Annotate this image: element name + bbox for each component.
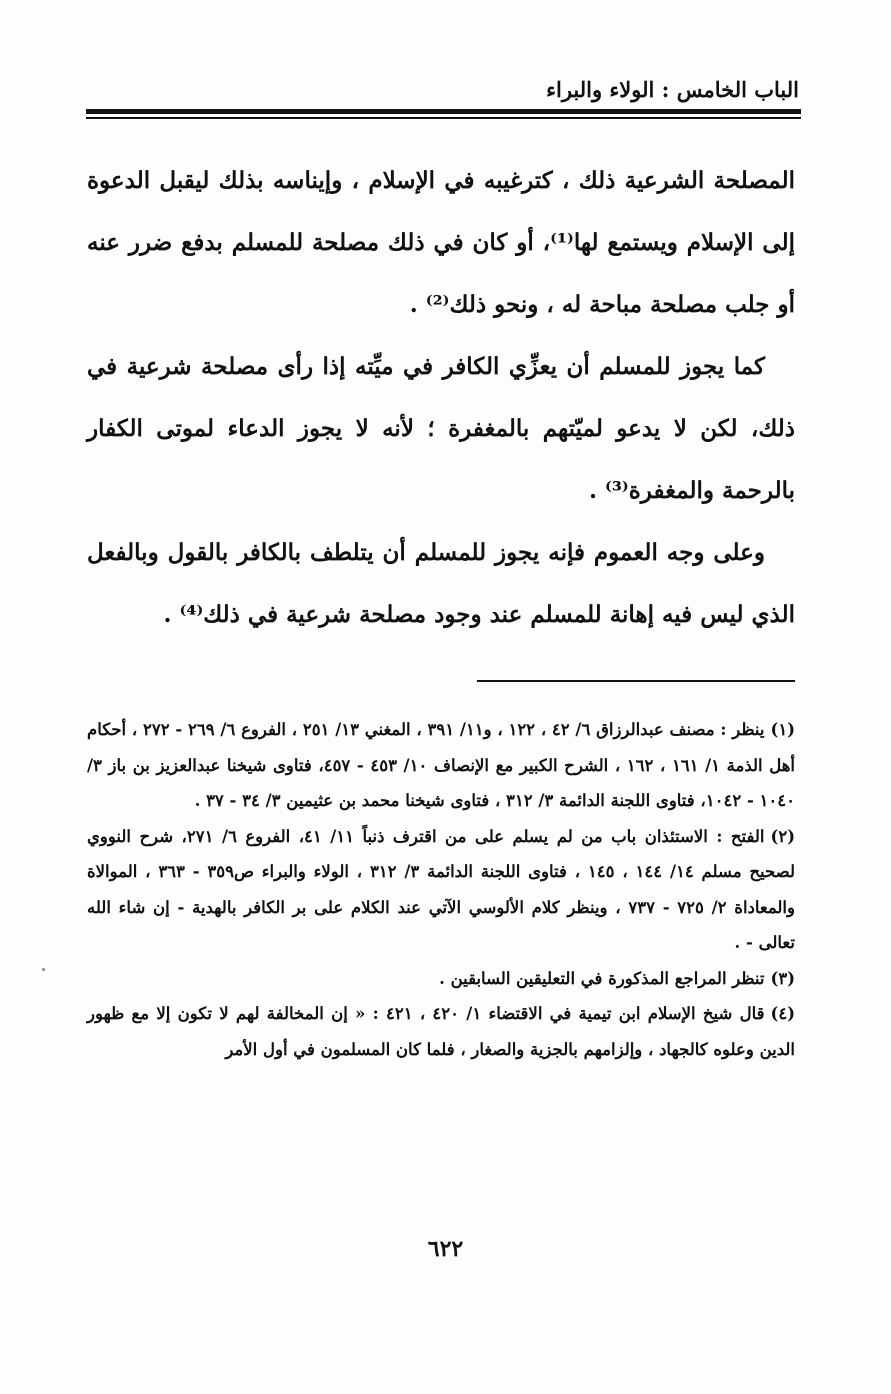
paragraph-2: كما يجوز للمسلم أن يعزِّي الكافر في ميِّته إذا رأى مصلحة شرعية في ذلك، لكن لا يدعو لميّتهم بالمغفرة ؛ لأنه لا يجوز الدعاء لموتى الكفار بالرحمة والمغفرة⁽³⁾ . — [87, 353, 795, 504]
footnote-text: الفتح : الاستئذان باب من لم يسلم على من اقترف ذنباً ١١/ ٤١، الفروع ٦/ ٢٧١، شرح النووي لصحيح مسلم ١٤/ ١٤٤ ، ١٤٥ ، فتاوى اللجنة الدائمة ٣/ ٣١٢ ، الولاء والبراء ص٣٥٩ - ٣٦٣ ، الموالاة والمعاداة ٢/ ٧٢٥ - ٧٣٧ ، وينظر كلام الألوسي الآتي عند الكلام على بر الكافر بالهدية - إن شاء الله تعالى - . — [87, 826, 795, 952]
footnote-number: (١) — [770, 720, 795, 739]
paragraph-3: وعلى وجه العموم فإنه يجوز للمسلم أن يتلطف بالكافر بالقول وبالفعل الذي ليس فيه إهانة للمسلم عند وجود مصلحة شرعية في ذلك⁽⁴⁾ . — [87, 539, 795, 628]
header-rule-thick — [86, 109, 801, 114]
footnote-3 — [87, 961, 795, 997]
footnote-text: تنظر المراجع المذكورة في التعليقين السابقين . — [439, 968, 765, 988]
footnote-text: قال شيخ الإسلام ابن تيمية في الاقتضاء ١/ ٤٢٠ ، ٤٢١ : « إن المخالفة لهم لا تكون إلا مع ظهور الدين وعلوه كالجهاد ، وإلزامهم بالجزية والصغار ، فلما كان المسلمون في أول الأمر — [87, 1004, 795, 1059]
page-number: ٦٢٢ — [427, 1236, 464, 1262]
footnotes — [87, 712, 795, 1067]
footnote-4 — [87, 996, 795, 1067]
chapter-title: الباب الخامس : الولاء والبراء — [546, 76, 799, 102]
footnote-number: (٤) — [770, 1004, 796, 1023]
running-header — [89, 72, 799, 106]
footnote-text: ينظر : مصنف عبدالرزاق ٦/ ٤٢ ، ١٢٢ ، و١١/ ٣٩١ ، المغني ١٣/ ٢٥١ ، الفروع ٦/ ٢٦٩ - ٢٧٢ ، أحكام أهل الذمة ١/ ١٦١ ، ١٦٢ ، الشرح الكبير مع الإنصاف ١٠/ ٤٥٣ - ٤٥٧، فتاوى شيخنا عبدالعزيز بن باز ٣/ ١٠٤٠ - ١٠٤٢، فتاوى اللجنة الدائمة ٣/ ٣١٢ ، فتاوى شيخنا محمد بن عثيمين ٣/ ٣٤ - ٣٧ . — [87, 720, 795, 810]
footnote-number: (٢) — [770, 826, 795, 846]
footnote-2 — [87, 819, 795, 961]
header-rule-thin — [86, 117, 801, 119]
scan-speck — [42, 968, 45, 971]
paragraph-1: المصلحة الشرعية ذلك ، كترغيبه في الإسلام ، وإيناسه بذلك ليقبل الدعوة إلى الإسلام ويستمع لها⁽¹⁾، أو كان في ذلك مصلحة للمسلم بدفع ضرر عنه أو جلب مصلحة مباحة له ، ونحو ذلك⁽²⁾ . — [87, 167, 795, 318]
footnote-1 — [87, 712, 795, 819]
main-text — [87, 150, 795, 646]
footnote-number: (٣) — [770, 968, 795, 988]
footnote-separator — [477, 680, 795, 682]
